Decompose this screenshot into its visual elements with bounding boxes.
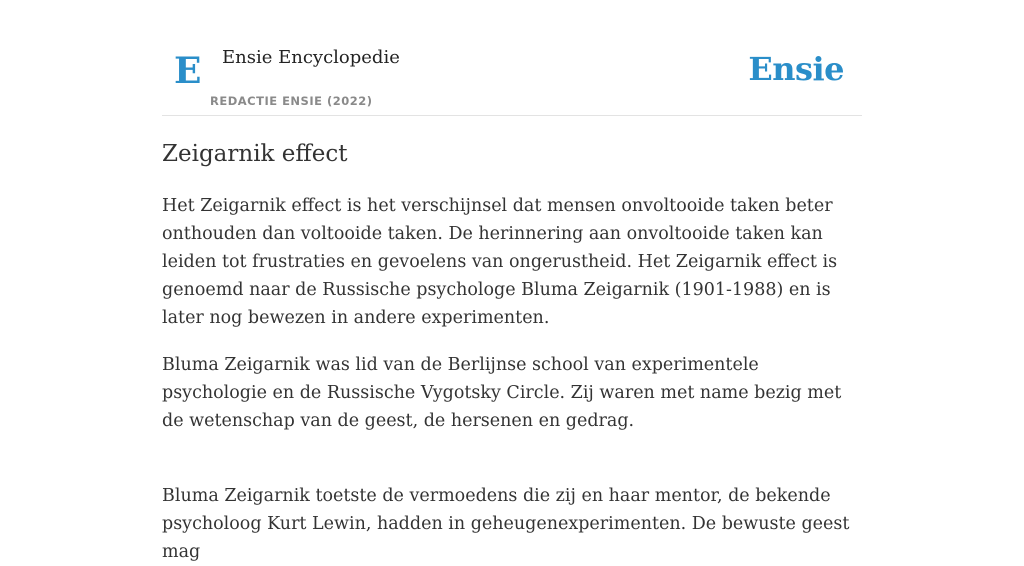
article-paragraph: Het Zeigarnik effect is het verschijnsel dat mensen onvoltooide taken beter onthouden dan voltooide taken. De herinnering aan onvoltooide taken kan leiden tot frustraties en gevoelens van ongerustheid. Het Zeigarnik effect is genoemd naar de Russische psychologe Bluma Zeigarnik (1901-1988) en is later nog bewezen in andere experimenten. xyxy=(162,196,838,328)
author-byline: REDACTIE ENSIE (2022) xyxy=(210,94,373,108)
ensie-brand-logo[interactable]: Ensie xyxy=(748,50,844,88)
site-name-link[interactable]: Ensie Encyclopedie xyxy=(222,47,400,68)
article-body xyxy=(162,192,862,566)
article-paragraph: Bluma Zeigarnik was lid van de Berlijnse school van experimentele psychologie en de Russische Vygotsky Circle. Zij waren met name bezig met de wetenschap van de geest, de hersenen en gedrag. xyxy=(162,355,842,431)
article-paragraph: Bluma Zeigarnik toetste de vermoedens die zij en haar mentor, de bekende psycholoog Kurt Lewin, hadden in geheugenexperimenten. De bewuste geest mag xyxy=(162,486,850,562)
site-header xyxy=(162,36,862,116)
ensie-logo-icon[interactable]: E xyxy=(174,50,202,92)
article-title: Zeigarnik effect xyxy=(162,141,348,167)
